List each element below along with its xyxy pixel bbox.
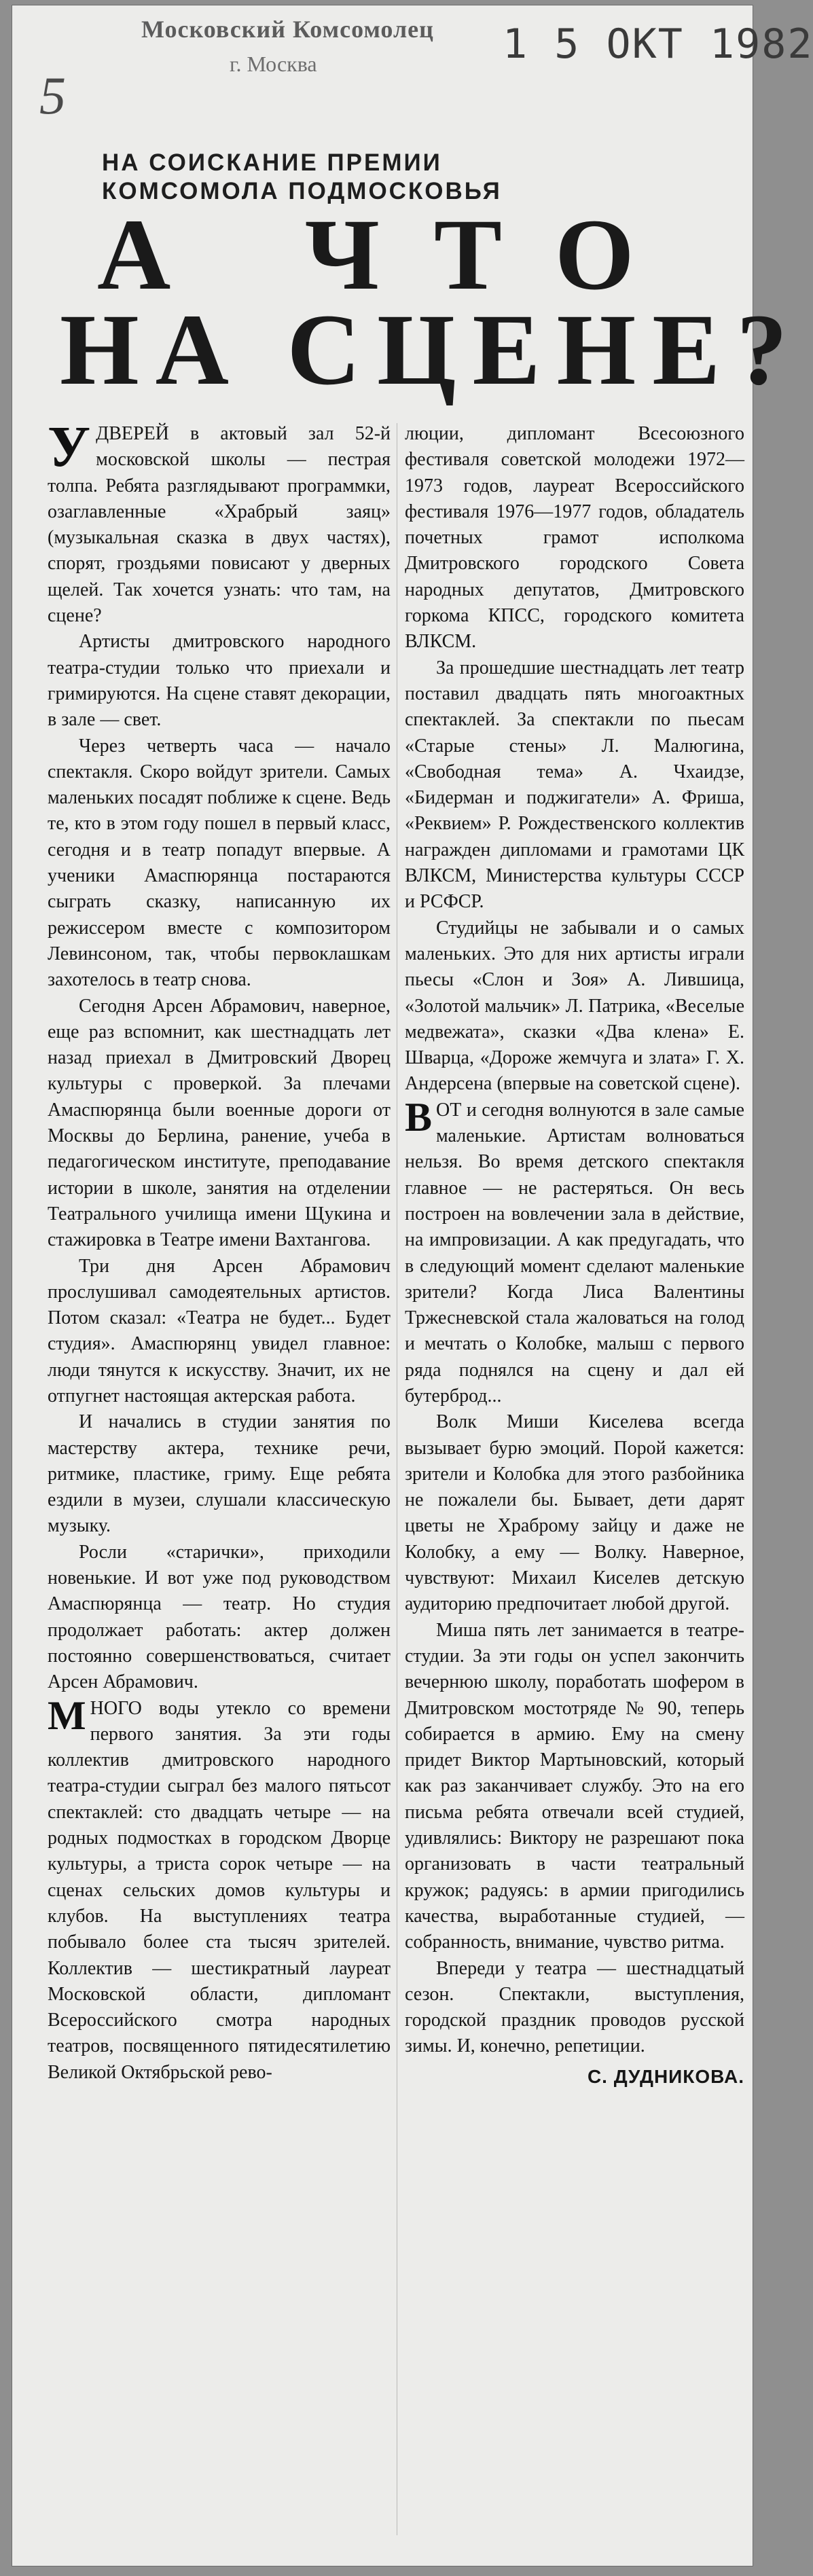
paragraph-text: ДВЕРЕЙ в актовый зал 52-й московской школы — пестрая толпа. Ребята разглядывают программки, озаглавленные «Храбрый заяц» (музыкальная сказка в двух частях), спорят, гроздьями повисают у дверных щелей. Так хочется узнать: что там, на сцене?	[48, 423, 391, 627]
drop-cap: В	[405, 1094, 433, 1140]
paragraph: За прошедшие шестнадцать лет театр поставил двадцать пять многоактных спектаклей. За спектакли по пьесам «Старые стены» Л. Малюгина, «Свободная тема» А. Чхаидзе, «Бидерман и поджигатели» А. Фриша, «Реквием» Р. Рождественского коллектив награжден дипломами и грамотами ЦК ВЛКСМ, Министерства культуры СССР и РСФСР.	[405, 657, 744, 913]
drop-cap: У	[48, 414, 91, 479]
paragraph: Через четверть часа — начало спектакля. Скоро войдут зрители. Самых маленьких посадят поближе к сцене. Ведь те, кто в этом году пошел в первый класс, сегодня и в театр попадут впервые. А ученики Амаспюрянца постараются сыграть сказку, написанную их режиссером вместе с композитором Левинсоном, так, чтобы первоклашкам захотелось в театр снова.	[48, 735, 391, 991]
paragraph: Миша пять лет занимается в театре-студии. За эти годы он успел закончить вечернюю школу, поработать шофером в Дмитровском мостотряде № 90, теперь собирается в армию. Ему на смену придет Виктор Мартыновский, который как раз заканчивает службу. Это на его письма ребята отвечали всей студией, удивлялись: Виктору не разрешают пока организовать в части театральный кружок; радуясь: в армии пригодились качества, выработанные студией, — собранность, внимание, чувство ритма.	[405, 1619, 744, 1953]
paragraph: Росли «старички», приходили новенькие. И вот уже под руководством Амаспюрянца — театр. Но студия продолжает работать: актер должен постоянно совершенствоваться, считает Арсен Абрамович.	[48, 1541, 391, 1693]
newspaper-clipping	[12, 5, 813, 2566]
paragraph: Студийцы не забывали и о самых маленьких. Это для них артисты играли пьесы «Слон и Зоя» А. Лившица, «Золотой мальчик» Л. Патрика, «Веселые медвежата», сказки «Два клена» Е. Шварца, «Дороже жемчуга и злата» Г. Х. Андерсена (впервые на советской сцене).	[405, 917, 744, 1095]
headline-line-2: НА СЦЕНЕ?	[60, 293, 804, 406]
author-signature: С. ДУДНИКОВА.	[587, 2065, 744, 2087]
paragraph: люции, дипломант Всесоюзного фестиваля советской молодежи 1972—1973 годов, лауреат Всероссийского фестиваля 1976—1977 годов, обладатель почетных грамот исполкома Дмитровского городского Совета народных депутатов, Дмитровского горкома КПСС, городского комитета ВЛКСМ.	[405, 423, 744, 653]
paragraph: Впереди у театра — шестнадцатый сезон. Спектакли, выступления, городской праздник проводов русской зимы. И, конечно, репетиции.	[405, 1957, 744, 2057]
paragraph	[48, 414, 391, 629]
article-column-right	[405, 421, 744, 2540]
headline-line-1: А ЧТО	[97, 198, 689, 311]
date-stamp: 1 5 ОКТ 1982	[503, 20, 813, 68]
paragraph: Артисты дмитровского народного театра-студии только что приехали и гримируются. На сцене ставят декорации, в зале — свет.	[48, 631, 391, 731]
handwritten-number: 5	[39, 66, 66, 125]
paragraph	[48, 1692, 391, 2086]
rubric-line-2: КОМСОМОЛА ПОДМОСКОВЬЯ	[102, 178, 502, 204]
drop-cap: М	[48, 1692, 86, 1738]
paragraph-text: ОТ и сегодня волнуются в зале самые маленькие. Артистам волноваться нельзя. Во время детского спектакля главное — не растеряться. Он весь построен на вовлечении зала в действие, на импровизации. А как предугадать, что в следующий момент сделают маленькие зрители? Когда Лиса Валентины Тржесневской стала жаловаться на голод и мечтать о Колобке, малыш с первого ряда поднялся на сцену и дал ей бутерброд...	[405, 1099, 744, 1407]
newspaper-masthead-stamp: Московский Комсомолец	[141, 16, 434, 43]
article-column-left	[48, 414, 391, 2540]
paragraph-text: НОГО воды утекло со времени первого занятия. За эти годы коллектив дмитровского народного театра-студии сыграл без малого пятьсот спектаклей: сто двадцать четыре — на родных подмостках в городском Дворце культуры, а триста сорок четыре — на сценах сельских домов культуры и клубов. На выступлениях театра побывало более ста тысяч зрителей. Коллектив — шестикратный лауреат Московской области, дипломант Всероссийского смотра народных театров, посвященного пятидесятилетию Великой Октябрьской рево-	[48, 1697, 391, 2083]
rubric-line-1: НА СОИСКАНИЕ ПРЕМИИ	[102, 149, 442, 176]
paragraph	[405, 1094, 744, 1410]
city-stamp: г. Москва	[230, 52, 317, 76]
paragraph: Три дня Арсен Абрамович прослушивал самодеятельных артистов. Потом сказал: «Театра не будет... Будет студия». Амаспюрянц увидел главное: люди тянутся к искусству. Значит, их не отпугнет настоящая актерская работа.	[48, 1255, 391, 1407]
paragraph: Сегодня Арсен Абрамович, наверное, еще раз вспомнит, как шестнадцать лет назад приехал в Дмитровский Дворец культуры с проверкой. За плечами Амаспюрянца были военные дороги от Москвы до Берлина, ранение, учеба в педагогическом институте, преподавание истории в школе, занятия на отделении Театрального училища имени Щукина и стажировка в Театре имени Вахтангова.	[48, 995, 391, 1251]
paragraph: И начались в студии занятия по мастерству актера, технике речи, ритмике, пластике, гриму. Еще ребята ездили в музеи, слушали классическую музыку.	[48, 1411, 391, 1537]
paragraph: Волк Миши Киселева всегда вызывает бурю эмоций. Порой кажется: зрители и Колобка для этого разбойника не пожалели бы. Бывает, дети дарят цветы не Храброму зайцу и даже не Колобку, а ему — Волку. Наверное, чувствуют: Михаил Киселев детскую аудиторию предпочитает любой другой.	[405, 1411, 744, 1615]
